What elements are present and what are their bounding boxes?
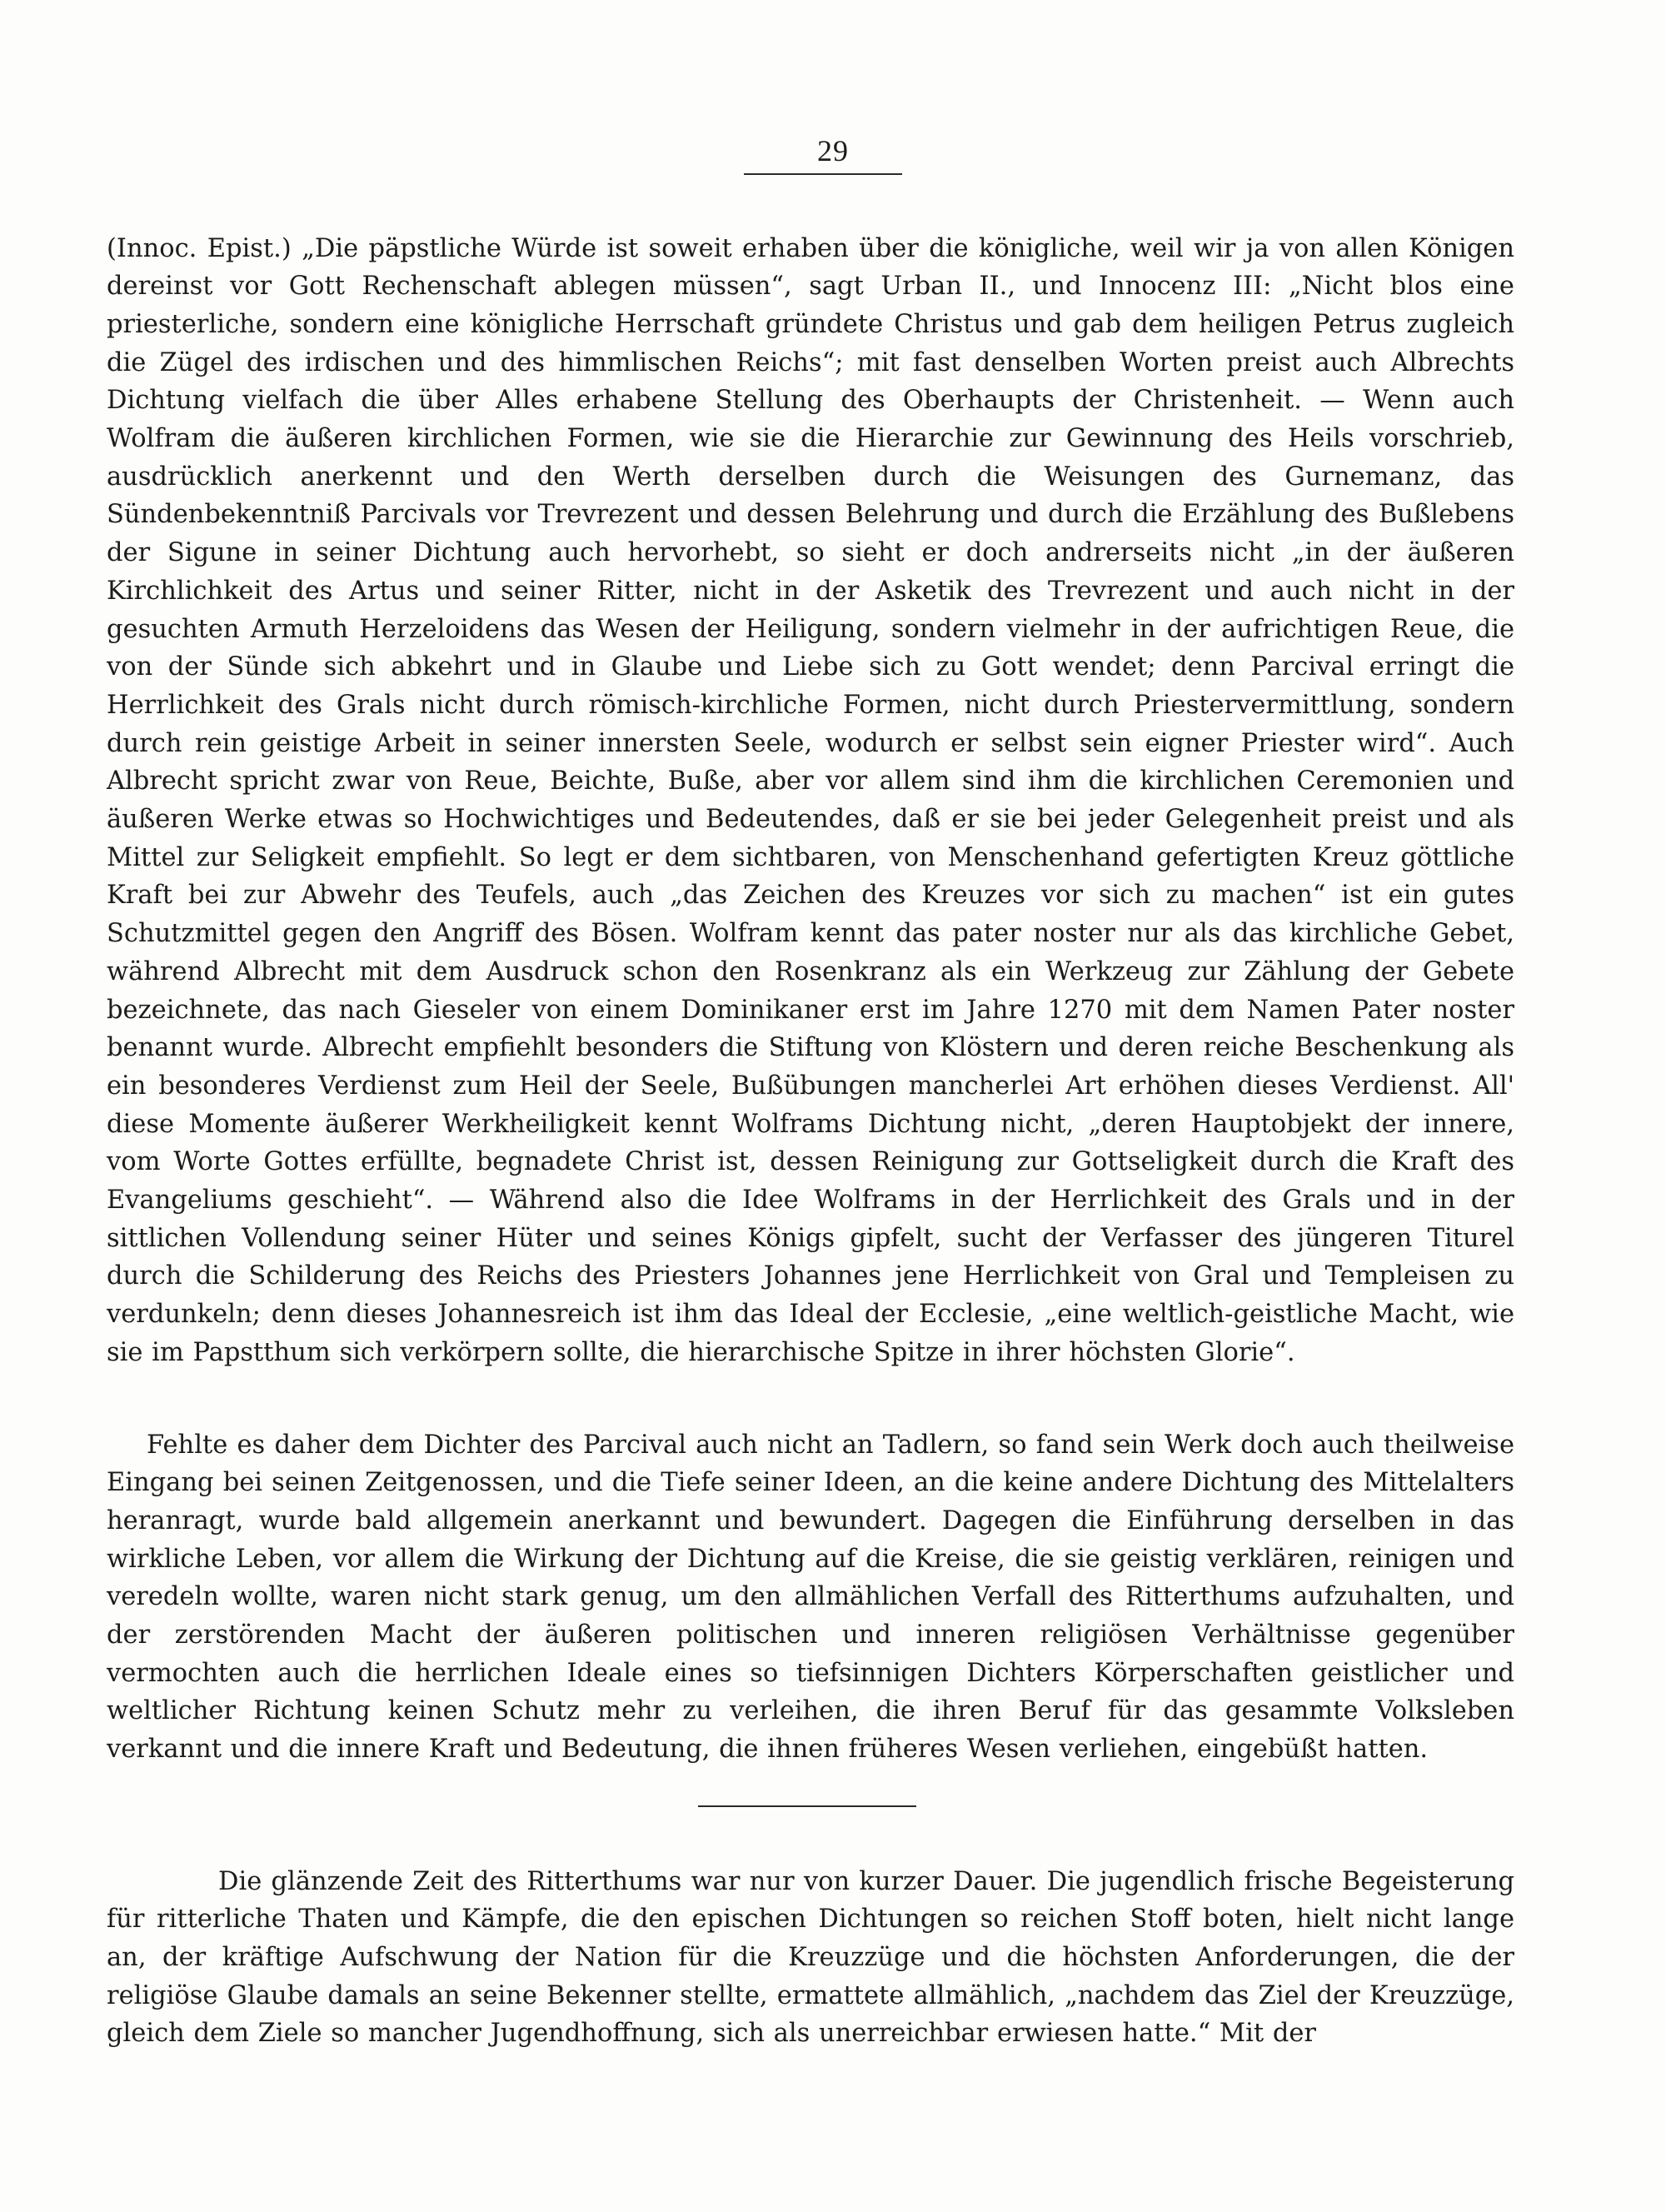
- page-number: 29: [817, 134, 849, 167]
- paragraph-3: Die glänzende Zeit des Ritterthums war nur von kurzer Dauer. Die jugendlich frische Begeisterung für ritterliche Thaten und Kämpfe, die den epischen Dichtungen so reichen Stoff boten, hielt nicht lange an, der kräftige Aufschwung der Nation für die Kreuzzüge und die höchsten Anforderungen, die der religiöse Glaube damals an seine Bekenner stellte, ermattete allmählich, „nachdem das Ziel der Kreuzzüge, gleich dem Ziele so mancher Jugendhoffnung, sich als unerreichbar erwiesen hatte.“ Mit der: [107, 1866, 1514, 2049]
- paragraph-1: (Innoc. Epist.) „Die päpstliche Würde ist soweit erhaben über die königliche, weil wir ja von allen Königen dereinst vor Gott Rechenschaft ablegen müssen“, sagt Urban II., und Innocenz III: „Nicht blos eine priesterliche, sondern eine königliche Herrschaft gründete Christus und gab dem heiligen Petrus zugleich die Zügel des irdischen und des himmlischen Reichs“; mit fast denselben Worten preist auch Albrechts Dichtung vielfach die über Alles erhabene Stellung des Oberhaupts der Christenheit. — Wenn auch Wolfram die äußeren kirchlichen Formen, wie sie die Hierarchie zur Gewinnung des Heils vorschrieb, ausdrücklich anerkennt und den Werth derselben durch die Weisungen des Gurnemanz, das Sündenbekenntniß Parcivals vor Trevrezent und dessen Belehrung und durch die Erzählung des Bußlebens der Sigune in seiner Dichtung auch hervorhebt, so sieht er doch andrerseits nicht „in der äußeren Kirchlichkeit des Artus und seiner Ritter, nicht in der Asketik des Trevrezent und auch nicht in der gesuchten Armuth Herzeloidens das Wesen der Heiligung, sondern vielmehr in der aufrichtigen Reue, die von der Sünde sich abkehrt und in Glaube und Liebe sich zu Gott wendet; denn Parcival erringt die Herrlichkeit des Grals nicht durch römisch-kirchliche Formen, nicht durch Priestervermittlung, sondern durch rein geistige Arbeit in seiner innersten Seele, wodurch er selbst sein eigner Priester wird“. Auch Albrecht spricht zwar von Reue, Beichte, Buße, aber vor allem sind ihm die kirchlichen Ceremonien und äußeren Werke etwas so Hochwichtiges und Bedeutendes, daß er sie bei jeder Gelegenheit preist und als Mittel zur Seligkeit empfiehlt. So legt er dem sichtbaren, von Menschenhand gefertigten Kreuz göttliche Kraft bei zur Abwehr des Teufels, auch „das Zeichen des Kreuzes vor sich zu machen“ ist ein gutes Schutzmittel gegen den Angriff des Bösen. Wolfram kennt das pater noster nur als das kirchliche Gebet, während Albrecht mit dem Ausdruck schon den Rosenkranz als ein Werkzeug zur Zählung der Gebete bezeichnete, das nach Gieseler von einem Dominikaner erst im Jahre 1270 mit dem Namen Pater noster benannt wurde. Albrecht empfiehlt besonders die Stiftung von Klöstern und deren reiche Beschenkung als ein besonderes Verdienst zum Heil der Seele, Bußübungen mancherlei Art erhöhen dieses Verdienst. All' diese Momente äußerer Werkheiligkeit kennt Wolframs Dichtung nicht, „deren Hauptobjekt der innere, vom Worte Gottes erfüllte, begnadete Christ ist, dessen Reinigung zur Gottseligkeit durch die Kraft des Evangeliums geschieht“. — Während also die Idee Wolframs in der Herrlichkeit des Grals und in der sittlichen Vollendung seiner Hüter und seines Königs gipfelt, sucht der Verfasser des jüngeren Titurel durch die Schilderung des Reichs des Priesters Johannes jene Herrlichkeit von Gral und Templeisen zu verdunkeln; denn dieses Johannesreich ist ihm das Ideal der Ecclesie, „eine weltlich-geistliche Macht, wie sie im Papstthum sich verkörpern sollte, die hierarchische Spitze in ihrer höchsten Glorie“.: [107, 233, 1514, 1367]
- paragraph-2: Fehlte es daher dem Dichter des Parcival auch nicht an Tadlern, so fand sein Werk doch auch theilweise Eingang bei seinen Zeitgenossen, und die Tiefe seiner Ideen, an die keine andere Dichtung des Mittelalters heranragt, wurde bald allgemein anerkannt und bewundert. Dagegen die Einführung derselben in das wirkliche Leben, vor allem die Wirkung der Dichtung auf die Kreise, die sie geistig verklären, reinigen und veredeln wollte, waren nicht stark genug, um den allmählichen Verfall des Ritterthums aufzuhalten, und der zerstörenden Macht der äußeren politischen und inneren religiösen Verhältnisse gegenüber vermochten auch die herrlichen Ideale eines so tiefsinnigen Dichters Körperschaften geistlicher und weltlicher Richtung keinen Schutz mehr zu verleihen, die ihren Beruf für das gesammte Volksleben verkannt und die innere Kraft und Bedeutung, die ihnen früheres Wesen verliehen, eingebüßt hatten.: [107, 1430, 1514, 1765]
- header-rule: [744, 173, 902, 175]
- section-divider-rule: [698, 1805, 916, 1807]
